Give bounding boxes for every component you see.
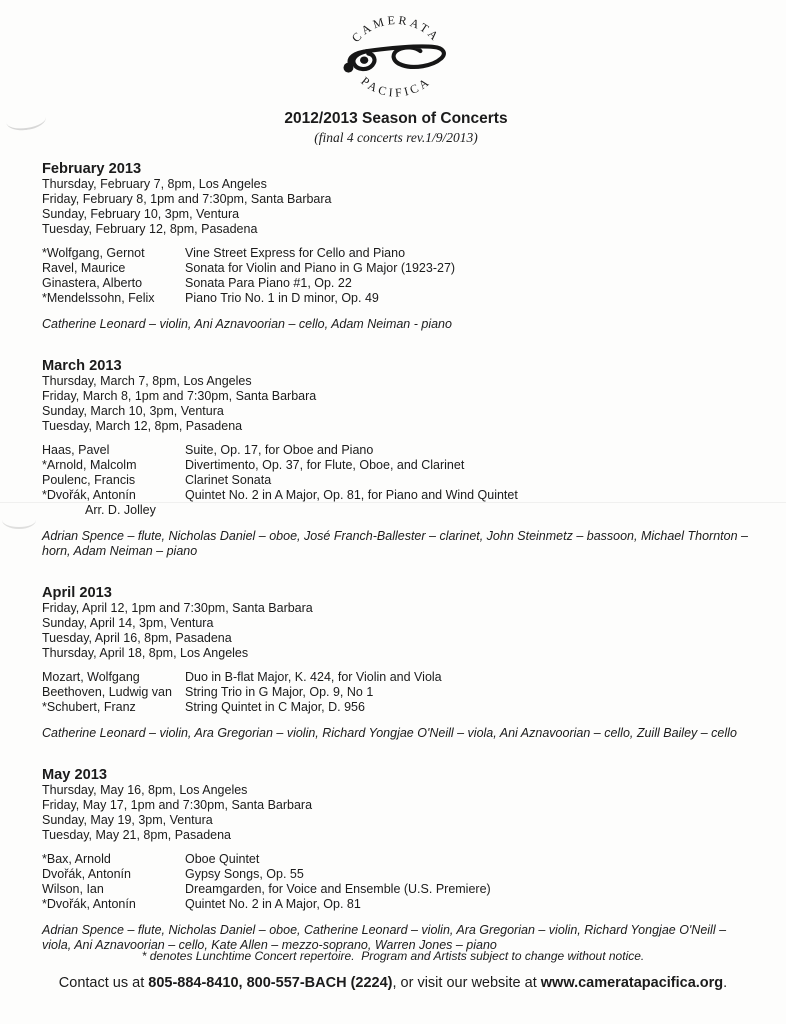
contact-line [0, 974, 786, 992]
concert-date-line: Sunday, March 10, 3pm, Ventura [42, 404, 224, 418]
contact-text: . [723, 975, 728, 991]
page-subtitle: (final 4 concerts rev.1/9/2013) [314, 130, 478, 145]
month-heading: March 2013 [42, 358, 122, 374]
month-heading: April 2013 [42, 585, 112, 601]
composer-name: *Wolfgang, Gernot [42, 246, 145, 260]
work-title: Clarinet Sonata [185, 473, 272, 487]
work-title: Quintet No. 2 in A Major, Op. 81, for Piano and Wind Quintet [185, 488, 518, 502]
work-title: Dreamgarden, for Voice and Ensemble (U.S. Premiere) [185, 882, 491, 896]
program-row [42, 458, 750, 473]
concert-date-line: Sunday, February 10, 3pm, Ventura [42, 207, 240, 221]
composer-name: *Schubert, Franz [42, 700, 136, 714]
composer-name: Ginastera, Alberto [42, 276, 143, 290]
logo-text-pacifica: PACIFICA [358, 73, 434, 100]
logo-arc-bottom-text [358, 74, 433, 100]
composer-name: Beethoven, Ludwig van [42, 685, 172, 699]
work-title: Sonata Para Piano #1, Op. 22 [185, 276, 352, 290]
program-row [42, 882, 750, 897]
program-row [42, 897, 750, 912]
concert-date-line: Tuesday, February 12, 8pm, Pasadena [42, 222, 258, 236]
logo-text-camerata: CAMERATA [348, 12, 444, 45]
work-title: String Quintet in C Major, D. 956 [185, 700, 365, 714]
contact-text: , or visit our website at [392, 975, 541, 991]
work-title: Vine Street Express for Cello and Piano [185, 246, 406, 260]
scan-artifact-curl [2, 511, 36, 529]
month-section [42, 359, 750, 559]
composer-name: *Arnold, Malcolm [42, 458, 137, 472]
program-row [42, 276, 750, 291]
work-title [185, 503, 750, 518]
contact-bold-text: www.cameratapacifica.org [540, 975, 724, 991]
month-section [42, 162, 750, 332]
work-title: Divertimento, Op. 37, for Flute, Oboe, and Clarinet [185, 458, 465, 472]
work-title: Quintet No. 2 in A Major, Op. 81 [185, 897, 361, 911]
work-title: String Trio in G Major, Op. 9, No 1 [185, 685, 374, 699]
program-row [42, 261, 750, 276]
concert-date-line: Friday, May 17, 1pm and 7:30pm, Santa Barbara [42, 798, 313, 812]
program-row [42, 852, 750, 867]
concert-date-line: Tuesday, April 16, 8pm, Pasadena [42, 631, 232, 645]
scan-artifact-crease [0, 502, 786, 503]
work-title: Duo in B-flat Major, K. 424, for Violin and Viola [185, 670, 442, 684]
program-row [42, 246, 750, 261]
month-section [42, 768, 750, 953]
program-row [42, 443, 750, 458]
concert-date-line: Sunday, May 19, 3pm, Ventura [42, 813, 213, 827]
concert-date-line: Friday, March 8, 1pm and 7:30pm, Santa Barbara [42, 389, 317, 403]
program-row [42, 700, 750, 715]
performers-line: Catherine Leonard – violin, Ara Gregorian – violin, Richard Yongjae O'Neill – viola, Ani Aznavoorian – cello, Zuill Bailey – cello [42, 726, 737, 740]
concert-dates [42, 783, 750, 843]
performers-line: Adrian Spence – flute, Nicholas Daniel – oboe, Catherine Leonard – violin, Ara Gregorian – violin, Richard Yongjae O'Neill – viola, Ani Aznavoorian – cello, Kate Allen – mezzo-soprano, Warren Jones – piano [42, 923, 727, 952]
concert-date-line: Thursday, February 7, 8pm, Los Angeles [42, 177, 267, 191]
composer-name: Ravel, Maurice [42, 261, 126, 275]
composer-name: *Dvořák, Antonín [42, 897, 136, 911]
composer-name: Wilson, Ian [42, 882, 104, 896]
composer-name: *Bax, Arnold [42, 852, 111, 866]
work-title: Gypsy Songs, Op. 55 [185, 867, 304, 881]
program-row [42, 867, 750, 882]
work-title: Oboe Quintet [185, 852, 260, 866]
program-list [42, 443, 750, 518]
contact-text: Contact us at [58, 975, 149, 991]
program-list [42, 670, 750, 715]
program-row [42, 291, 750, 306]
concert-date-line: Tuesday, May 21, 8pm, Pasadena [42, 828, 231, 842]
program-list [42, 852, 750, 912]
concert-date-line: Friday, February 8, 1pm and 7:30pm, Santa Barbara [42, 192, 332, 206]
contact-bold-text: 805-884-8410, 800-557-BACH (2224) [148, 975, 393, 991]
page-title: 2012/2013 Season of Concerts [284, 110, 508, 127]
lunchtime-note: * denotes Lunchtime Concert repertoire. Program and Artists subject to change without notice. [141, 949, 645, 963]
composer-name: *Dvořák, Antonín [42, 488, 136, 502]
camerata-pacifica-logo [311, 8, 481, 104]
composer-name: Arr. D. Jolley [85, 503, 156, 517]
concert-dates [42, 374, 750, 434]
concert-date-line: Sunday, April 14, 3pm, Ventura [42, 616, 214, 630]
month-sections [42, 162, 750, 953]
concert-date-line: Thursday, March 7, 8pm, Los Angeles [42, 374, 252, 388]
program-row [42, 488, 750, 503]
logo-arc-top-text [349, 13, 443, 45]
composer-name: Dvořák, Antonín [42, 867, 131, 881]
program-row [42, 503, 750, 518]
month-heading: May 2013 [42, 767, 107, 783]
concert-dates [42, 177, 750, 237]
work-title: Suite, Op. 17, for Oboe and Piano [185, 443, 374, 457]
month-section [42, 586, 750, 741]
composer-name: Poulenc, Francis [42, 473, 136, 487]
logo-block [42, 8, 750, 108]
work-title: Sonata for Violin and Piano in G Major (1923-27) [185, 261, 456, 275]
concert-date-line: Thursday, May 16, 8pm, Los Angeles [42, 783, 248, 797]
concert-date-line: Tuesday, March 12, 8pm, Pasadena [42, 419, 243, 433]
month-heading: February 2013 [42, 161, 142, 177]
performers-line: Adrian Spence – flute, Nicholas Daniel – oboe, José Franch-Ballester – clarinet, John Steinmetz – bassoon, Michael Thornton – horn, Adam Neiman – piano [42, 529, 748, 558]
performers-line: Catherine Leonard – violin, Ani Aznavoorian – cello, Adam Neiman - piano [42, 317, 452, 331]
treble-clef-icon [343, 46, 443, 72]
composer-name: *Mendelssohn, Felix [42, 291, 155, 305]
concert-date-line: Friday, April 12, 1pm and 7:30pm, Santa Barbara [42, 601, 313, 615]
program-row [42, 685, 750, 700]
work-title: Piano Trio No. 1 in D minor, Op. 49 [185, 291, 379, 305]
program-row [42, 473, 750, 488]
concert-date-line: Thursday, April 18, 8pm, Los Angeles [42, 646, 249, 660]
concert-dates [42, 601, 750, 661]
footer [0, 949, 786, 992]
composer-name: Haas, Pavel [42, 443, 110, 457]
composer-name: Mozart, Wolfgang [42, 670, 140, 684]
program-list [42, 246, 750, 306]
program-row [42, 670, 750, 685]
